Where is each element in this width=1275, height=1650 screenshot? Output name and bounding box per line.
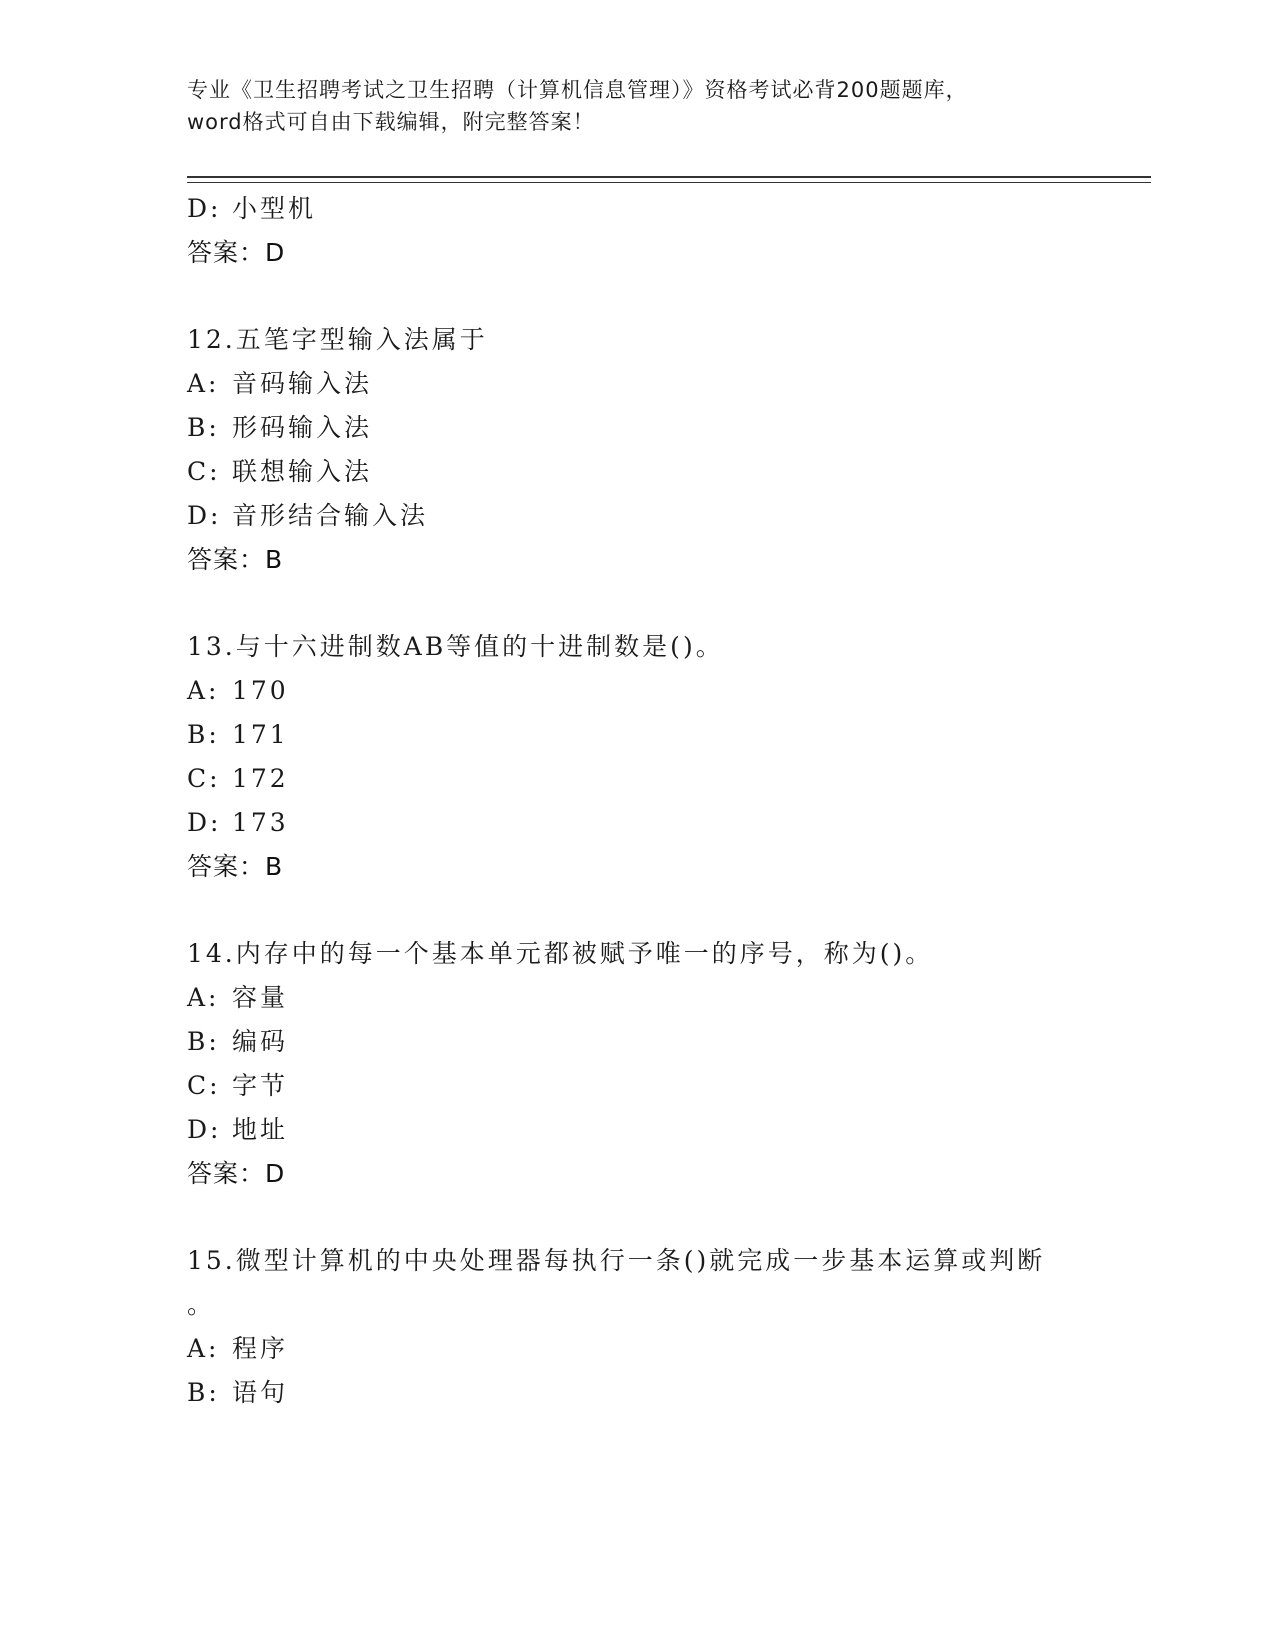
header-line-2: word格式可自由下载编辑，附完整答案！ [187, 110, 595, 134]
question-stem-continued: 。 [187, 1290, 216, 1319]
option-a: A: 170 [187, 676, 289, 705]
option-b: B: 编码 [187, 1027, 289, 1056]
option-b: B: 形码输入法 [187, 413, 373, 442]
option-c: C: 字节 [187, 1071, 289, 1100]
answer-line: 答案：D [187, 1159, 286, 1188]
option-c: C: 172 [187, 764, 289, 793]
option-a: A: 音码输入法 [187, 369, 373, 398]
header-divider-thin [187, 182, 1151, 183]
question-stem: 15.微型计算机的中央处理器每执行一条()就完成一步基本运算或判断 [187, 1246, 1046, 1275]
option-a: A: 容量 [187, 983, 289, 1012]
document-header [187, 74, 1087, 138]
answer-line: 答案：D [187, 238, 286, 267]
question-stem: 13.与十六进制数AB等值的十进制数是()。 [187, 632, 724, 661]
question-stem: 12.五笔字型输入法属于 [187, 325, 488, 354]
option-c: C: 联想输入法 [187, 457, 373, 486]
question-stem: 14.内存中的每一个基本单元都被赋予唯一的序号，称为()。 [187, 939, 934, 968]
header-line-1: 专业《卫生招聘考试之卫生招聘（计算机信息管理）》资格考试必背200题题库， [187, 78, 968, 102]
option-b: B: 171 [187, 720, 289, 749]
option-d: D: 小型机 [187, 194, 317, 223]
option-d: D: 173 [187, 808, 289, 837]
option-d: D: 地址 [187, 1115, 289, 1144]
answer-line: 答案：B [187, 545, 284, 574]
option-d: D: 音形结合输入法 [187, 501, 429, 530]
answer-line: 答案：B [187, 852, 284, 881]
option-b: B: 语句 [187, 1378, 289, 1407]
option-a: A: 程序 [187, 1334, 289, 1363]
header-divider-thick [187, 176, 1151, 178]
